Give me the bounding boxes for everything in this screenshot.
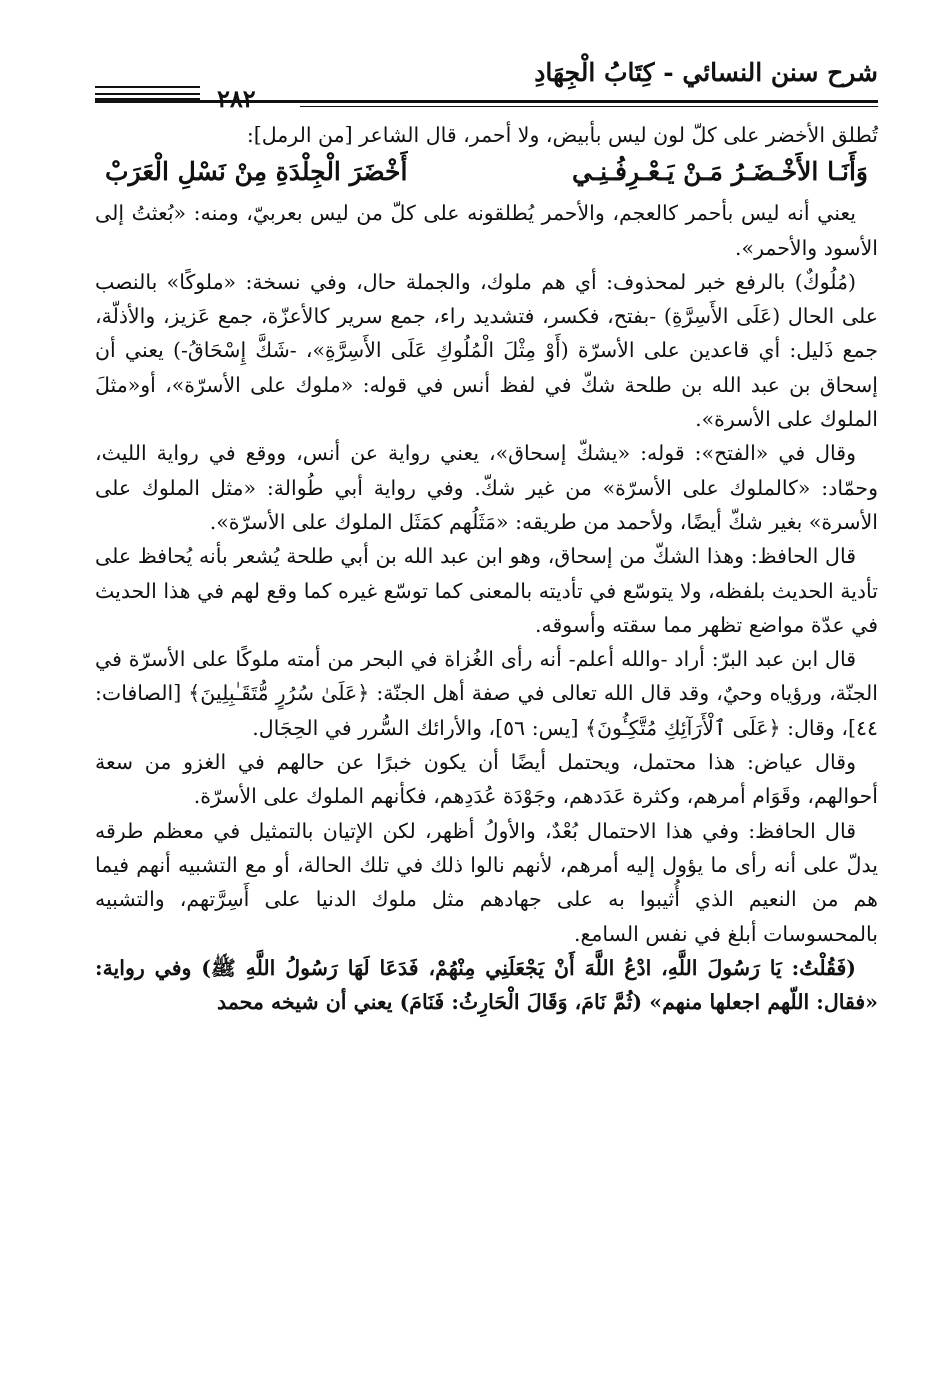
page-number: ٢٨٢ [217,84,256,113]
intro-line: تُطلق الأخضر على كلّ لون ليس بأبيض، ولا أحمر، قال الشاعر [من الرمل]: [246,123,878,147]
header-rule [95,100,878,103]
page-header [95,44,878,118]
verse-second-hemistich: أَخْضَرَ الْجِلْدَةِ مِنْ نَسْلِ الْعَرَبْ [105,157,408,187]
paragraph: وقال في «الفتح»: قوله: «يشكّ إسحاق»، يعني رواية عن أنس، ووقع في رواية الليث، وحمّاد: «كالملوك على الأسرّة» من غير شكّ. وفي رواية أبي طُوالة: «مثل الملوك على الأسرة» بغير شكّ أيضًا، ولأحمد من طريقه: «مَثَلُهم كمَثَل الملوك على الأسرّة». [95,441,878,534]
header-rule-thin [300,106,878,107]
poetry-verse [95,152,878,192]
page-body [95,118,878,1019]
paragraph: وقال عياض: هذا محتمل، ويحتمل أيضًا أن يكون خبرًا عن حالهم في الغزو من سعة أحوالهم، وقَوَام أمرهم، وكثرة عَدَدهم، وجَوْدَة عُدَدِهم، فكأنهم الملوك على الأسرّة. [95,750,878,809]
paragraph: (فَقُلْتُ: يَا رَسُولَ اللَّهِ، ادْعُ اللَّهَ أَنْ يَجْعَلَنِي مِنْهُمْ، فَدَعَا لَهَا رَسُولُ اللَّهِ ﷺ) وفي رواية: «فقال: اللّهم اجعلها منهم» (ثُمَّ نَامَ، وَقَالَ الْحَارِثُ: فَنَامَ) يعني أن شيخه محمد [95,955,878,1015]
running-title: شرح سنن النسائي - كِتَابُ الْجِهَادِ [534,58,878,87]
verse-first-hemistich: وَأَنَـا الأَخْـضَـرُ مَـنْ يَـعْـرِفُـنِـي [572,157,868,187]
paragraph: قال الحافظ: وفي هذا الاحتمال بُعْدٌ، والأولُ أظهر، لكن الإتيان بالتمثيل في معظم طرقه يدلّ على أنه رأى ما يؤول إليه أمرهم، لأنهم نالوا ذلك في تلك الحالة، أو مع التشبيه أنهم فيما هم من النعيم الذي أُثيبوا به على جهادهم مثل ملوك الدنيا على أَسِرَّتهم، والتشبيه بالمحسوسات أبلغ في نفس السامع. [95,818,878,946]
paragraph: قال الحافظ: وهذا الشكّ من إسحاق، وهو ابن عبد الله بن أبي طلحة يُشعر بأنه يُحافظ على تأدية الحديث بلفظه، ولا يتوسّع في تأديته بالمعنى كما توسّع غيره كما وقع لهم في هذا الحديث في عدّة مواضع تظهر مما سقته وأسوقه. [95,544,878,637]
page-number-rule-lower [95,98,200,100]
paragraph: يعني أنه ليس بأحمر كالعجم، والأحمر يُطلقونه على كلّ من ليس بعربيّ، ومنه: «بُعثتُ إلى الأسود والأحمر». [95,201,878,260]
paragraph: قال ابن عبد البرّ: أراد -والله أعلم- أنه رأى الغُزاة في البحر من أمته ملوكًا على الأسرّة في الجنّة، ورؤياه وحيٌ، وقد قال الله تعالى في صفة أهل الجنّة: ﴿عَلَىٰ سُرُرٍ مُّتَقَـٰبِلِينَ﴾ [الصافات: ٤٤]، وقال: ﴿عَلَى ٱلْأَرَآئِكِ مُتَّكِـُٔونَ﴾ [يس: ٥٦]، والأرائك السُّرر في الحِجَال. [95,647,878,740]
paragraph: (مُلُوكٌ) بالرفع خبر لمحذوف: أي هم ملوك، والجملة حال، وفي نسخة: «ملوكًا» بالنصب على الحال (عَلَى الأَسِرَّةِ) -بفتح، فكسر، فتشديد راء، جمع سرير كالأعزّة، جمع عَزيز، والأذلّة، جمع ذَليل: أي قاعدين على الأسرّة (أَوْ مِثْلَ الْمُلُوكِ عَلَى الأَسِرَّةِ»، -شَكَّ إِسْحَاقُ-) يعني أن إسحاق بن عبد الله بن طلحة شكّ في لفظ أنس في قوله: «ملوك على الأسرّة»، أو«مثلَ الملوك على الأسرة». [95,269,878,432]
page-number-rule [95,86,200,95]
